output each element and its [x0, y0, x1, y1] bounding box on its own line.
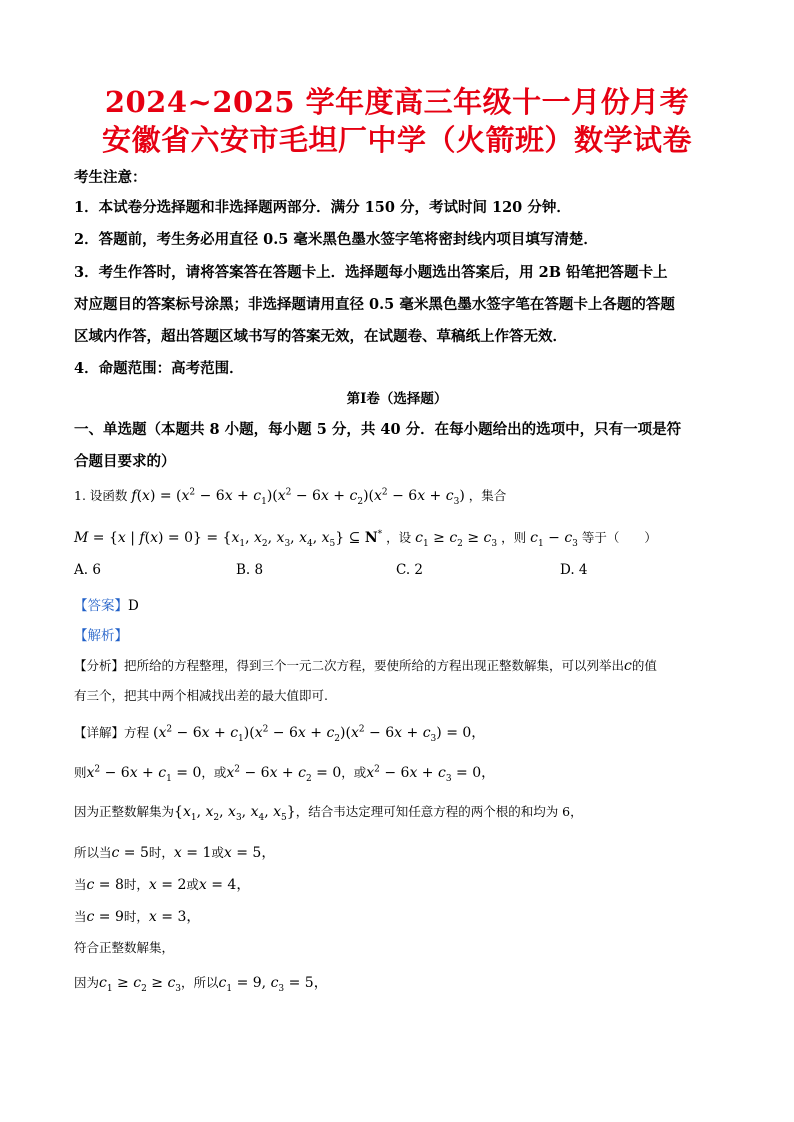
detail-or-1: ，或 — [201, 765, 227, 780]
detail-because: 因为 — [74, 975, 100, 990]
question-1-set-word: ，集合 — [468, 488, 507, 503]
function-formula: $f(x) = (x^2 - 6x + c_1)(x^2 - 6x + c_2)(x^2 - 6x + c_3)$ — [131, 487, 465, 507]
detail-line6: 当c = 9时，x = 3， — [74, 909, 201, 925]
notice-item-2: 2．答题前，考生务必用直径 0.5 毫米黑色墨水签字笔将密封线内项目填写清楚． — [74, 231, 598, 248]
section-heading-line1: 一、单选题（本题共 8 小题，每小题 5 分，共 40 分．在每小题给出的选项中，只有一项是符 — [74, 421, 682, 438]
detail-vieta: ，结合韦达定理可知任意方程的两个根的和均为 6， — [295, 804, 583, 819]
option-c: C. 2 — [396, 562, 424, 578]
detail-line3: 因为正整数解集为{$x_1$, $x_2$, $x_3$, $x_4$, $x_5$}，结合韦达定理可知任意方程的两个根的和均为 6， — [74, 804, 583, 823]
notice-item-3-line2: 对应题目的答案标号涂黑；非选择题请用直径 0.5 毫米黑色墨水签字笔在答题卡上各题的答题 — [74, 296, 675, 313]
analysis-line1: 【分析】把所给的方程整理，得到三个一元二次方程，要使所给的方程出现正整数解集，可以列举出c的值 — [74, 658, 657, 674]
detail-shi-2: 时， — [123, 877, 149, 892]
difference-formula: $c_1 - c_3$ — [530, 530, 578, 549]
set-m-formula: M = {x | $f(x) = 0\} = \{x_1$, $x_2$, $x_3$, $x_4$, $x_5$} ⊆ N* — [74, 529, 383, 549]
analysis-text-1-tail: 的值 — [631, 658, 657, 673]
detail-line2: 则$x^2 - 6x + c_1 = 0$，或$x^2 - 6x + c_2 = 0$，或$x^2 - 6x + c_3 = 0$， — [74, 764, 496, 784]
detail-tag: 【详解】方程 — [74, 725, 150, 740]
detail-when-3: 当 — [74, 909, 87, 924]
detail-line1 — [74, 722, 485, 744]
detail-shi-3: 时， — [123, 909, 149, 924]
analysis-tag: 【解析】 — [74, 628, 128, 644]
notice-heading: 考生注意： — [74, 169, 147, 186]
notice-item-1: 1．本试卷分选择题和非选择题两部分．满分 150 分，考试时间 120 分钟． — [74, 199, 571, 216]
exam-title-line2: 安徽省六安市毛坦厂中学（火箭班）数学试卷 — [101, 123, 692, 157]
answer-tag: 【答案】 — [74, 598, 128, 614]
option-a: A. 6 — [74, 562, 101, 578]
answer-line — [74, 594, 139, 614]
detail-shi-1: 时， — [148, 845, 174, 860]
detail-line5: 当c = 8时，x = 2或x = 4， — [74, 877, 251, 893]
condition-formula: $c_1 \ge c_2 \ge c_3$ — [415, 530, 498, 549]
detail-line8: 因为$c_1 \ge c_2 \ge c_3$，所以$c_1 = 9$, $c_3 = 5$， — [74, 975, 328, 994]
notice-item-3-line1: 3．考生作答时，请将答案答在答题卡上．选择题每小题选出答案后，用 2B 铅笔把答题卡上 — [74, 264, 668, 281]
volume-title: 第Ⅰ卷（选择题） — [346, 391, 448, 407]
question-1-line2 — [74, 528, 657, 549]
detail-line7: 符合正整数解集， — [74, 940, 175, 955]
answer-value: D — [128, 598, 139, 614]
question-1-ask: 等于（ ） — [581, 530, 657, 545]
equation-product: $(x^2 - 6x + c_1)(x^2 - 6x + c_2)(x^2 - 6x + c_3) = 0$， — [153, 724, 486, 744]
section-heading-line2: 合题目要求的） — [74, 453, 176, 470]
detail-suoyi: ，所以 — [181, 975, 219, 990]
question-1-then-word: ，则 — [501, 530, 527, 545]
detail-or-2: ，或 — [341, 765, 367, 780]
analysis-text-1: 【分析】把所给的方程整理，得到三个一元二次方程，要使所给的方程出现正整数解集，可以列举出 — [74, 658, 625, 673]
detail-so-when: 所以当 — [74, 845, 112, 860]
question-1-cond-word: ，设 — [386, 530, 412, 545]
detail-line4: 所以当c = 5时，x = 1或x = 5， — [74, 845, 276, 861]
option-d: D. 4 — [560, 562, 588, 578]
analysis-line2: 有三个，把其中两个相减找出差的最大值即可. — [74, 688, 328, 703]
detail-then: 则 — [74, 765, 87, 780]
notice-item-3-line3: 区域内作答，超出答题区域书写的答案无效，在试题卷、草稿纸上作答无效． — [74, 328, 567, 345]
detail-when-2: 当 — [74, 877, 87, 892]
exam-title-line1: 2024~2025 学年度高三年级十一月份月考 — [104, 85, 690, 119]
detail-huo-2: 或 — [186, 877, 199, 892]
detail-because-set: 因为正整数解集为 — [74, 804, 175, 819]
notice-item-4: 4．命题范围：高考范围． — [74, 360, 244, 377]
detail-huo-1: 或 — [211, 845, 224, 860]
question-1-line1 — [74, 486, 506, 507]
option-b: B. 8 — [236, 562, 264, 578]
question-1-prefix: 1. 设函数 — [74, 488, 128, 503]
